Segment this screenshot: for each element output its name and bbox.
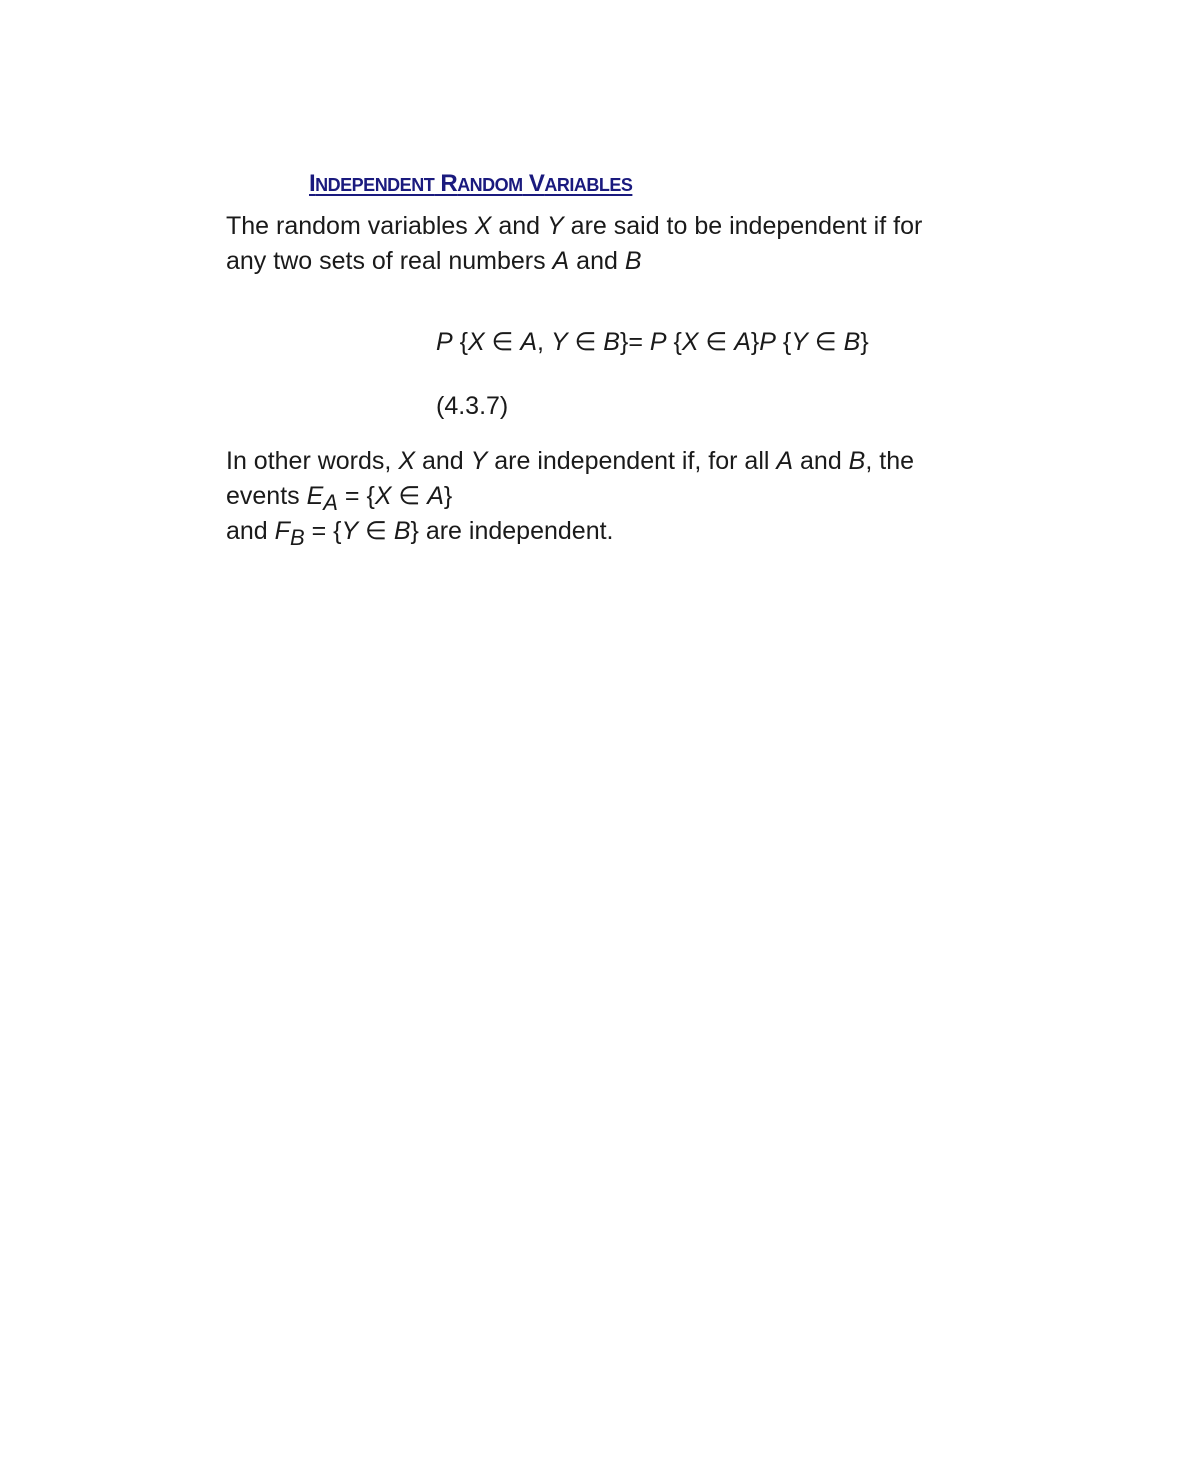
- math-variable: A: [552, 247, 570, 275]
- title-part: NDEPENDENT: [315, 175, 435, 195]
- paragraph-line: [226, 514, 1016, 549]
- title-part: V: [522, 170, 545, 197]
- text-run: {: [452, 328, 468, 356]
- text-run: } are independent.: [410, 517, 614, 545]
- math-variable: X: [374, 482, 392, 510]
- text-run: any two sets of real numbers: [226, 247, 553, 275]
- text-run: The random variables: [226, 212, 475, 240]
- math-subscript: B: [289, 525, 305, 550]
- text-run: = {: [304, 517, 342, 545]
- text-run: are said to be independent if for: [563, 212, 923, 240]
- text-run: = {: [337, 482, 375, 510]
- math-variable: P: [649, 328, 667, 356]
- math-variable: A: [520, 328, 538, 356]
- text-run: and: [226, 517, 275, 545]
- title-part: ARIABLES: [544, 175, 633, 195]
- text-run: {: [666, 328, 682, 356]
- text-run: ∈: [698, 328, 735, 356]
- math-variable: A: [776, 447, 794, 475]
- paragraph-line: [226, 479, 1016, 514]
- math-variable: B: [393, 517, 411, 545]
- text-run: are independent if, for all: [487, 447, 777, 475]
- text-run: }: [443, 482, 453, 510]
- math-variable: P: [759, 328, 776, 356]
- text-run: and: [793, 447, 849, 475]
- math-variable: X: [681, 328, 699, 356]
- section-title: [309, 170, 632, 198]
- math-variable: Y: [791, 328, 808, 356]
- math-variable: Y: [550, 328, 568, 356]
- title-part: I: [309, 170, 316, 197]
- math-variable: X: [474, 212, 492, 240]
- text-run: ,: [537, 328, 551, 356]
- paragraph-line: [226, 209, 1016, 244]
- text-run: {: [775, 328, 792, 356]
- text-run: In other words,: [226, 447, 399, 475]
- text-run: }: [860, 328, 869, 356]
- math-variable: Y: [341, 517, 359, 545]
- math-variable: B: [624, 247, 642, 275]
- title-part: R: [434, 170, 458, 197]
- definition-paragraph: [226, 209, 1016, 279]
- text-run: }=: [619, 328, 650, 356]
- text-run: and: [491, 212, 548, 240]
- title-part: ANDOM: [457, 175, 523, 195]
- math-variable: P: [436, 328, 453, 356]
- math-variable: A: [734, 328, 751, 356]
- text-run: }: [750, 328, 760, 356]
- text-run: ∈: [484, 328, 521, 356]
- text-run: ∈: [391, 482, 428, 510]
- math-subscript: A: [323, 490, 338, 515]
- math-variable: E: [306, 482, 324, 510]
- math-variable: B: [848, 447, 866, 475]
- text-run: and: [415, 447, 471, 475]
- text-run: ∈: [358, 517, 394, 545]
- math-variable: X: [398, 447, 415, 475]
- paragraph-line: [226, 444, 1016, 479]
- text-run: , the: [865, 447, 915, 475]
- math-variable: B: [843, 328, 861, 356]
- math-variable: Y: [547, 212, 564, 240]
- math-variable: A: [427, 482, 444, 510]
- text-run: events: [226, 482, 307, 510]
- independence-equation: [436, 326, 869, 358]
- math-variable: X: [467, 328, 485, 356]
- text-run: ∈: [567, 328, 604, 356]
- math-variable: Y: [470, 447, 488, 475]
- equation-number: (4.3.7): [436, 392, 509, 420]
- paragraph-line: [226, 244, 1016, 279]
- text-run: ∈: [807, 328, 844, 356]
- restatement-paragraph: [226, 444, 1016, 549]
- text-run: and: [569, 247, 625, 275]
- math-variable: F: [274, 517, 290, 545]
- math-variable: B: [603, 328, 620, 356]
